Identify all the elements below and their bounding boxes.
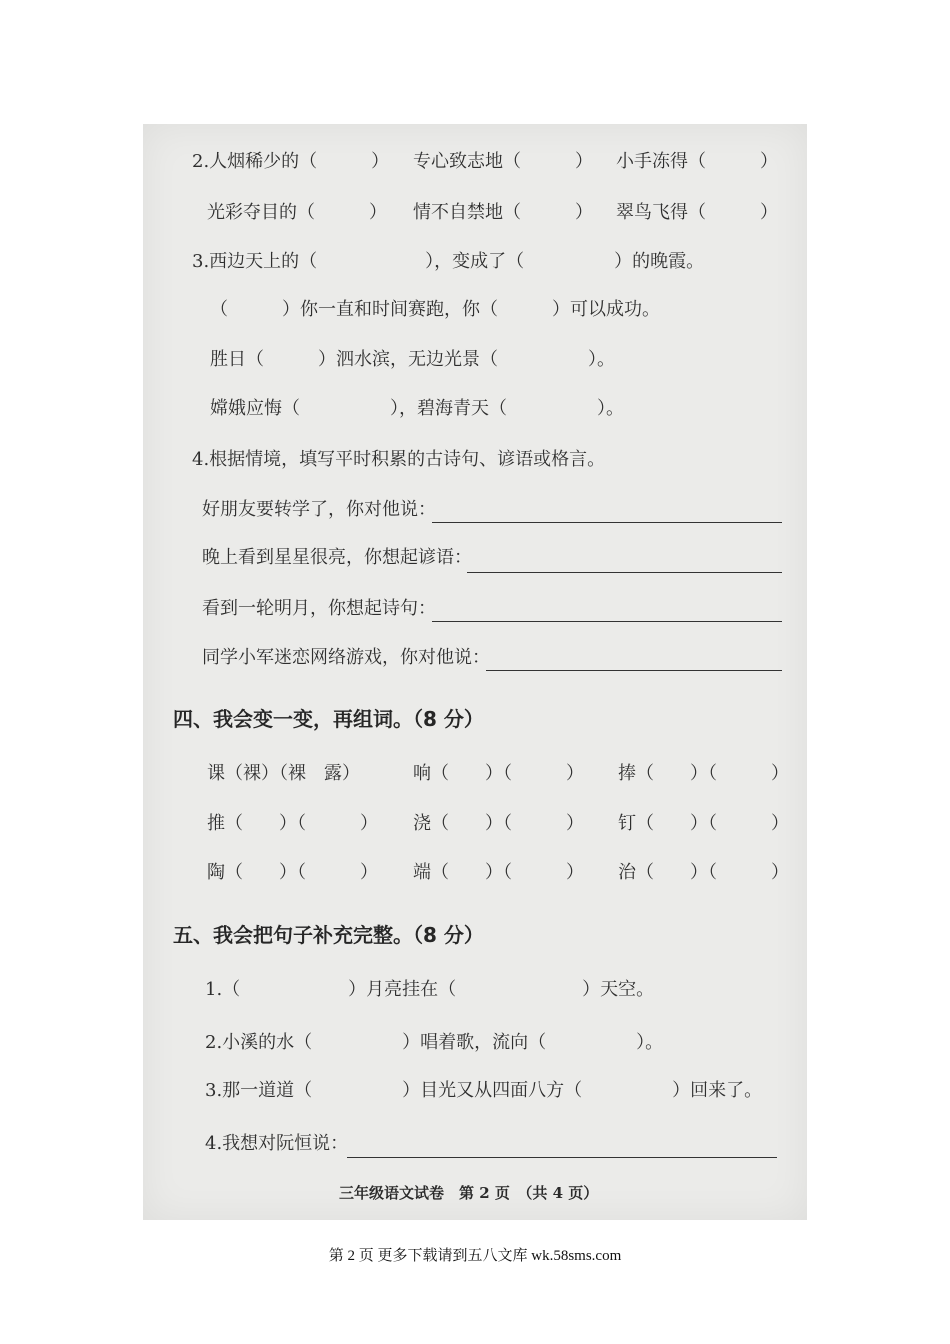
q4-item1-answer-line[interactable] — [432, 522, 782, 523]
q4-item3-answer-line[interactable] — [432, 621, 782, 622]
section4-row1-item3: 捧（ ）（ ） — [618, 763, 789, 784]
q3-line2: （ ）你一直和时间赛跑，你（ ）可以成功。 — [210, 299, 660, 320]
section4-row1-item1: 课（裸）（裸 露） — [207, 763, 360, 784]
section5-line4-answer-line[interactable] — [347, 1157, 777, 1158]
q2-row1-item3: 小手冻得（ ） — [616, 151, 778, 172]
site-footer: 第 2 页 更多下载请到五八文库 wk.58sms.com — [328, 1248, 622, 1264]
q4-item4: 同学小军迷恋网络游戏，你对他说： — [202, 647, 490, 668]
q2-row1-item2: 专心致志地（ ） — [413, 151, 593, 172]
section5-line1: 1.（ ）月亮挂在（ ）天空。 — [205, 979, 655, 1000]
section5-heading: 五、我会把句子补充完整。（8 分） — [173, 923, 484, 947]
q4-item1: 好朋友要转学了，你对他说： — [202, 499, 436, 520]
q4-item3: 看到一轮明月，你想起诗句： — [202, 598, 436, 619]
q4-item2-answer-line[interactable] — [467, 572, 782, 573]
q3-line1: 3.西边天上的（ ），变成了（ ）的晚霞。 — [192, 251, 705, 272]
q4-item2: 晚上看到星星很亮，你想起谚语： — [202, 547, 472, 568]
section5-line3: 3.那一道道（ ）目光又从四面八方（ ）回来了。 — [205, 1080, 763, 1101]
q4-title: 4.根据情境，填写平时积累的古诗句、谚语或格言。 — [192, 449, 606, 470]
q3-line3: 胜日（ ）泗水滨，无边光景（ ）。 — [210, 349, 615, 370]
section4-row2-item1: 推（ ）（ ） — [207, 813, 378, 834]
section4-row3-item1: 陶（ ）（ ） — [207, 862, 378, 883]
section4-row3-item2: 端（ ）（ ） — [413, 862, 584, 883]
section4-row3-item3: 治（ ）（ ） — [618, 862, 789, 883]
q2-row1-item1: 2.人烟稀少的（ ） — [192, 151, 390, 172]
section4-row2-item3: 钉（ ）（ ） — [618, 813, 789, 834]
q2-row2-item1: 光彩夺目的（ ） — [207, 202, 387, 223]
section4-row2-item2: 浇（ ）（ ） — [413, 813, 584, 834]
section5-line4: 4.我想对阮恒说： — [205, 1133, 349, 1154]
q4-item4-answer-line[interactable] — [486, 670, 782, 671]
section5-line2: 2.小溪的水（ ）唱着歌，流向（ ）。 — [205, 1032, 664, 1053]
section4-heading: 四、我会变一变，再组词。（8 分） — [173, 707, 484, 731]
exam-page-footer: 三年级语文试卷 第 2 页 （共 4 页） — [339, 1184, 599, 1202]
scanned-exam-page — [143, 124, 807, 1220]
q2-row2-item3: 翠鸟飞得（ ） — [616, 202, 778, 223]
q2-row2-item2: 情不自禁地（ ） — [413, 202, 593, 223]
q3-line4: 嫦娥应悔（ ），碧海青天（ ）。 — [210, 398, 624, 419]
section4-row1-item2: 响（ ）（ ） — [413, 763, 584, 784]
